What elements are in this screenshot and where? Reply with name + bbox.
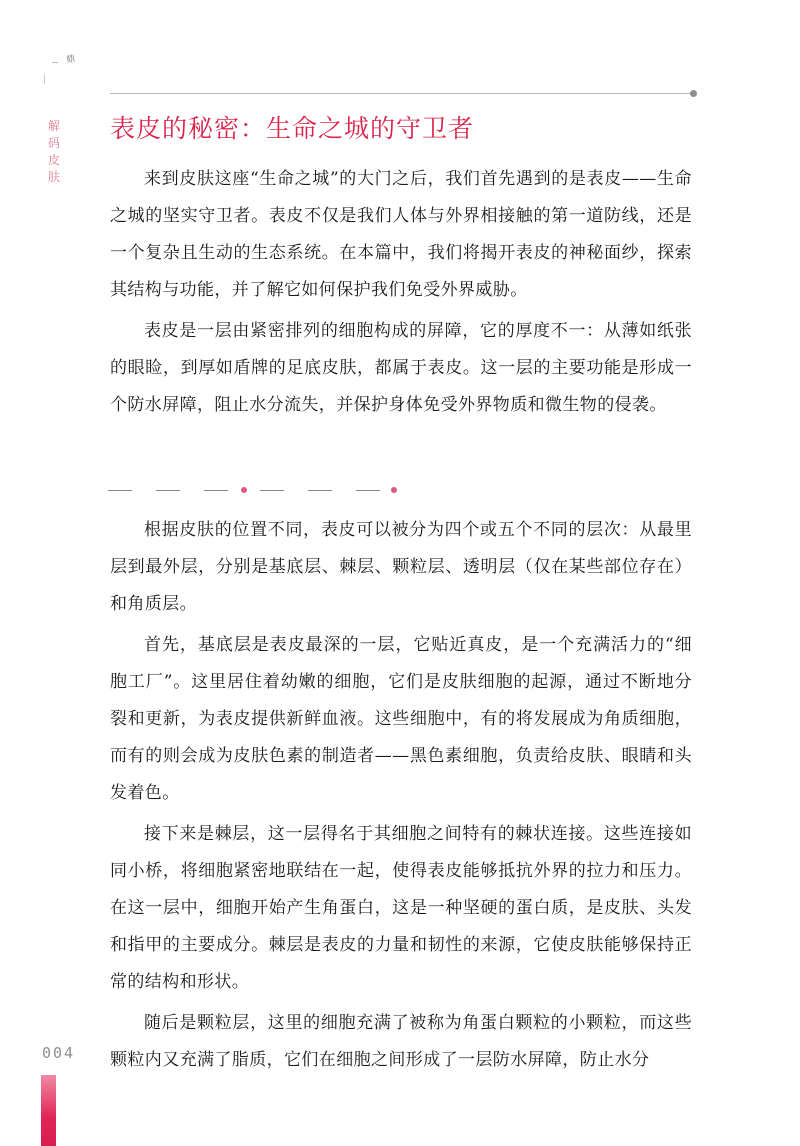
side-title-char: 皮 bbox=[47, 153, 60, 167]
running-side-title bbox=[46, 118, 62, 186]
divider-dash bbox=[156, 490, 180, 491]
paragraph: 接下来是棘层，这一层得名于其细胞之间特有的棘状连接。这些连接如同小桥，将细胞紧密地联结在一起，使得表皮能够抵抗外界的拉力和压力。在这一层中，细胞开始产生角蛋白，这是一种坚硬的蛋白质，是皮肤、头发和指甲的主要成分。棘层是表皮的力量和韧性的来源，它使皮肤能够保持正常的结构和形状。 bbox=[110, 824, 692, 992]
section-divider bbox=[108, 485, 398, 495]
paragraph: 来到皮肤这座“生命之城”的大门之后，我们首先遇到的是表皮——生命之城的坚实守卫者。表皮不仅是我们人体与外界相接触的第一道防线，还是一个复杂且生动的生态系统。在本篇中，我们将揭开表皮的神秘面纱，探索其结构与功能，并了解它如何保护我们免受外界威胁。 bbox=[110, 169, 692, 300]
divider-dash bbox=[308, 490, 332, 491]
body-section-1 bbox=[110, 161, 692, 428]
divider-dash bbox=[204, 490, 228, 491]
paragraph: 首先，基底层是表皮最深的一层，它贴近真皮，是一个充满活力的“细胞工厂”。这里居住着幼嫩的细胞，它们是皮肤细胞的起源，通过不断地分裂和更新，为表皮提供新鲜血液。这些细胞中，有的将发展成为角质细胞，而有的则会成为皮肤色素的制造者——黑色素细胞，负责给皮肤、眼睛和头发着色。 bbox=[110, 635, 692, 803]
paragraph: 表皮是一层由紧密排列的细胞构成的屏障，它的厚度不一：从薄如纸张的眼睑，到厚如盾牌的足底皮肤，都属于表皮。这一层的主要功能是形成一个防水屏障，阻止水分流失，并保护身体免受外界物质和微生物的侵袭。 bbox=[110, 321, 692, 415]
divider-dot bbox=[241, 487, 247, 493]
body-section-2 bbox=[110, 512, 692, 1083]
divider-dot bbox=[391, 487, 397, 493]
header-rule bbox=[110, 93, 692, 94]
paragraph: 根据皮肤的位置不同，表皮可以被分为四个或五个不同的层次：从最里层到最外层，分别是基底层、棘层、颗粒层、透明层（仅在某些部位存在）和角质层。 bbox=[110, 520, 692, 614]
divider-dash bbox=[356, 490, 380, 491]
divider-dash bbox=[260, 490, 284, 491]
side-title-char: 解 bbox=[47, 119, 60, 133]
corner-tick bbox=[44, 74, 45, 84]
page-number: 004 bbox=[42, 1044, 76, 1062]
page-edge-tab bbox=[41, 1075, 56, 1146]
corner-mark: 鼎 bbox=[65, 54, 77, 66]
side-title-char: 码 bbox=[47, 136, 60, 150]
divider-dash bbox=[108, 490, 132, 491]
header-rule-dot bbox=[690, 90, 697, 97]
corner-tick bbox=[52, 62, 58, 63]
side-title-char: 肤 bbox=[47, 170, 60, 184]
chapter-title: 表皮的秘密：生命之城的守卫者 bbox=[110, 114, 475, 143]
paragraph: 随后是颗粒层，这里的细胞充满了被称为角蛋白颗粒的小颗粒，而这些颗粒内又充满了脂质，它们在细胞之间形成了一层防水屏障，防止水分 bbox=[110, 1013, 692, 1070]
